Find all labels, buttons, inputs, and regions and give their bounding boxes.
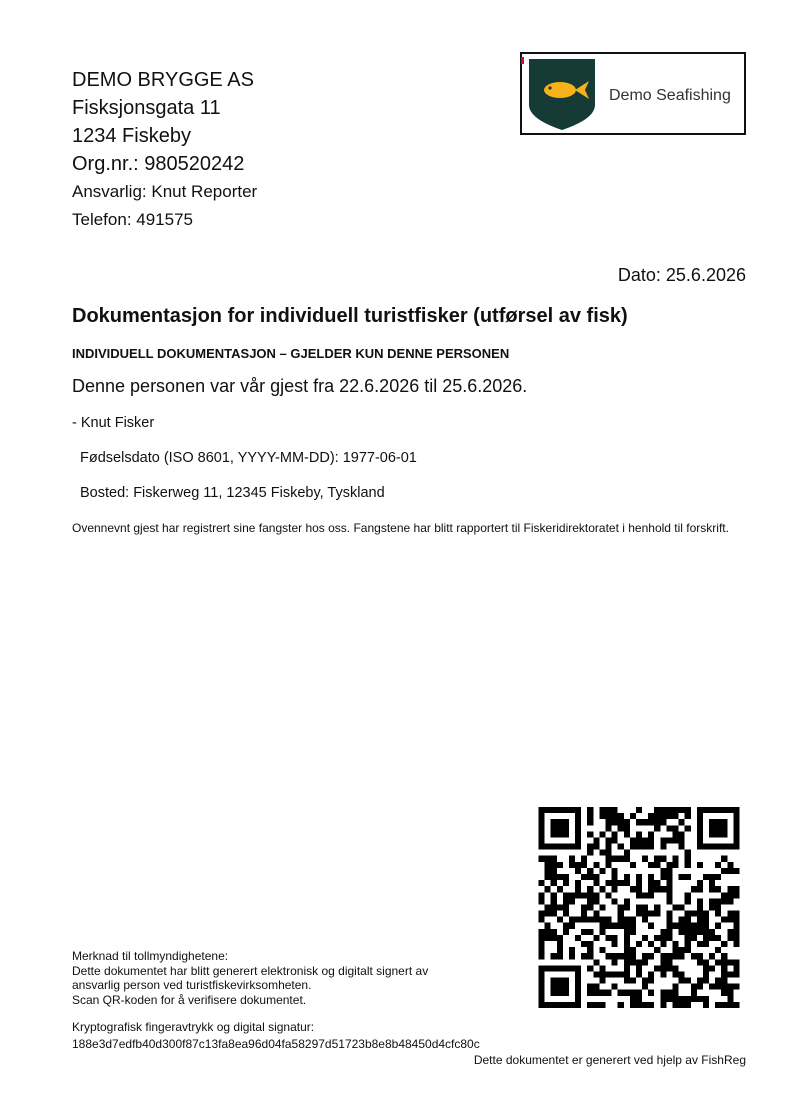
signature-hash: 188e3d7edfb40d300f87c13fa8ea96d04fa58297d51723b8e8b48450d4cfc80c (72, 1037, 480, 1051)
customs-line-1: Dette dokumentet har blitt generert elektronisk og digitalt signert av (72, 963, 429, 978)
document-title: Dokumentasjon for individuell turistfisker (utførsel av fisk) (72, 305, 628, 327)
company-name: DEMO BRYGGE AS (72, 69, 254, 91)
company-block (72, 66, 257, 234)
document-date: Dato: 25.6.2026 (617, 265, 746, 285)
customs-line-3: Scan QR-koden for å verifisere dokumentet. (72, 992, 307, 1007)
signature-block (72, 1019, 480, 1053)
footer-note: Dette dokumentet er generert ved hjelp av FishReg (473, 1053, 746, 1067)
company-responsible: Ansvarlig: Knut Reporter (72, 182, 258, 201)
qr-code-icon[interactable] (536, 807, 742, 1008)
person-name: - Knut Fisker (72, 415, 155, 431)
person-address: Bosted: Fiskerweg 11, 12345 Fiskeby, Tyskland (80, 485, 385, 501)
signature-label: Kryptografisk fingeravtrykk og digital signatur: (72, 1020, 315, 1034)
document-subtitle: INDIVIDUELL DOKUMENTASJON – GJELDER KUN DENNE PERSONEN (72, 346, 510, 361)
guest-period: Denne personen var vår gjest fra 22.6.2026 til 25.6.2026. (72, 376, 528, 396)
company-logo (520, 52, 746, 135)
company-street: Fisksjonsgata 11 (72, 97, 221, 119)
registration-note: Ovennevnt gjest har registrert sine fangster hos oss. Fangstene har blitt rapportert til Fiskeridirektoratet i henhold til forskrift. (72, 521, 729, 535)
customs-line-2: ansvarlig person ved turistfiskevirksomheten. (72, 978, 312, 992)
logo-accent-mark (521, 57, 524, 64)
company-postal: 1234 Fiskeby (72, 125, 191, 147)
company-phone: Telefon: 491575 (72, 210, 193, 229)
customs-heading: Merknad til tollmyndighetene: (72, 949, 229, 963)
customs-note (72, 949, 522, 1007)
logo-text: Demo Seafishing (609, 87, 731, 104)
company-org-nr: Org.nr.: 980520242 (72, 153, 245, 175)
fish-shield-icon (527, 57, 597, 131)
birth-date: Fødselsdato (ISO 8601, YYYY-MM-DD): 1977-06-01 (80, 450, 417, 466)
